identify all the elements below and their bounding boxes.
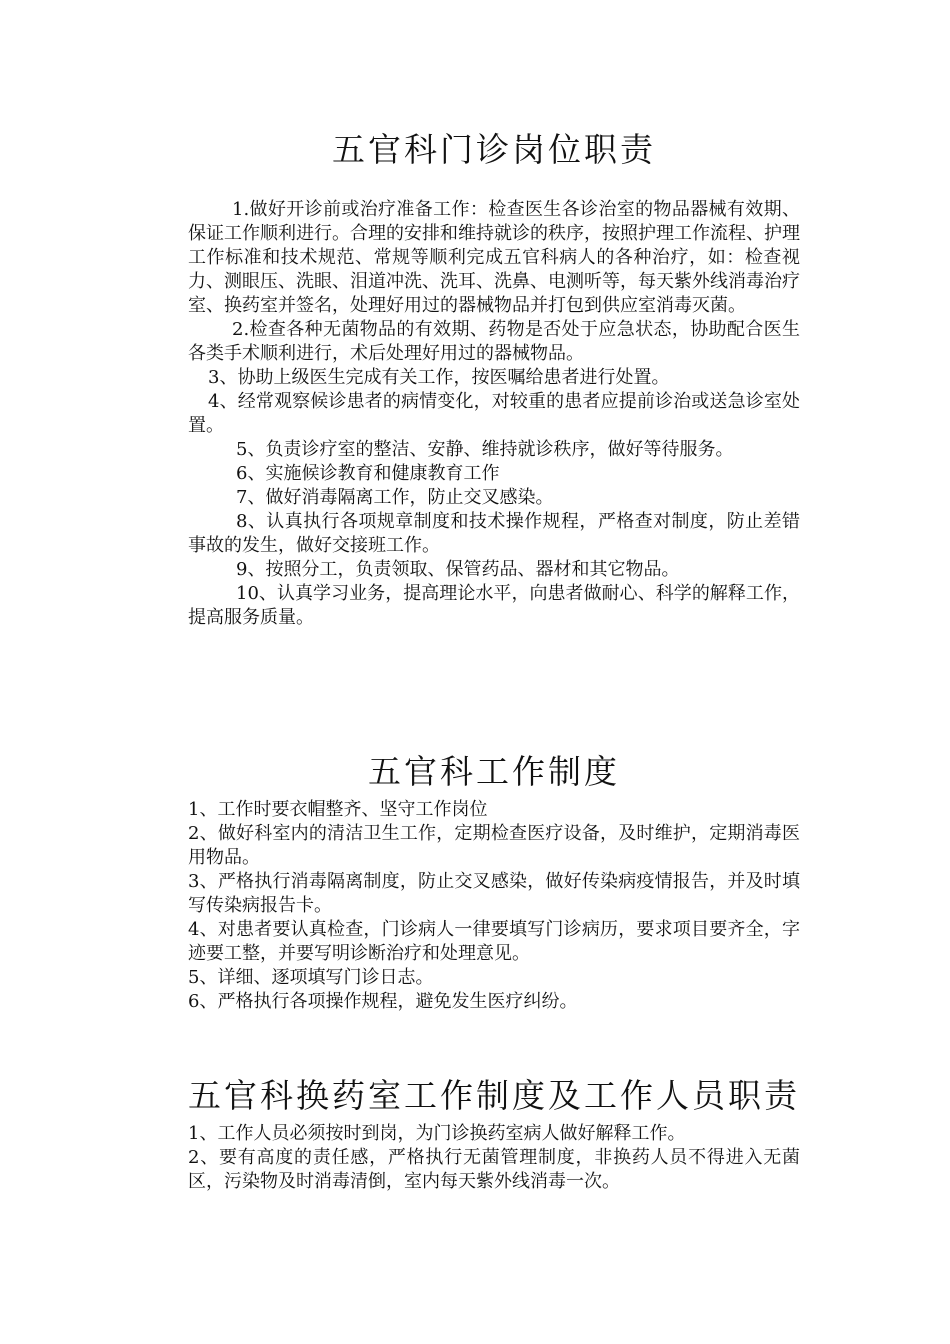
paragraph: 1、工作时要衣帽整齐、坚守工作岗位 bbox=[188, 799, 488, 820]
paragraph: 10、认真学习业务，提高理论水平，向患者做耐心、科学的解释工作，提高服务质量。 bbox=[188, 583, 800, 628]
section-outpatient-duties bbox=[188, 130, 800, 630]
paragraph: 3、严格执行消毒隔离制度，防止交叉感染，做好传染病疫情报告，并及时填写传染病报告卡。 bbox=[188, 871, 800, 916]
paragraph: 4、对患者要认真检查，门诊病人一律要填写门诊病历，要求项目要齐全，字迹要工整，并要写明诊断治疗和处理意见。 bbox=[188, 919, 800, 964]
paragraph: 7、做好消毒隔离工作，防止交叉感染。 bbox=[236, 487, 554, 508]
section-dressing-room-rules bbox=[188, 1076, 800, 1194]
section-body bbox=[188, 198, 800, 630]
section-title: 五官科工作制度 bbox=[368, 752, 620, 791]
paragraph: 9、按照分工，负责领取、保管药品、器材和其它物品。 bbox=[236, 559, 680, 580]
paragraph: 4、经常观察候诊患者的病情变化，对较重的患者应提前诊治或送急诊室处置。 bbox=[188, 391, 800, 436]
section-body bbox=[188, 798, 800, 1014]
section-title: 五官科门诊岗位职责 bbox=[332, 130, 656, 169]
section-title: 五官科换药室工作制度及工作人员职责 bbox=[188, 1076, 800, 1115]
paragraph: 3、协助上级医生完成有关工作，按医嘱给患者进行处置。 bbox=[208, 367, 670, 388]
paragraph: 6、实施候诊教育和健康教育工作 bbox=[236, 463, 500, 484]
section-body bbox=[188, 1122, 800, 1194]
paragraph: 6、严格执行各项操作规程，避免发生医疗纠纷。 bbox=[188, 991, 578, 1012]
paragraph: 2、要有高度的责任感，严格执行无菌管理制度，非换药人员不得进入无菌区，污染物及时消毒清倒，室内每天紫外线消毒一次。 bbox=[188, 1147, 800, 1192]
paragraph: 1、工作人员必须按时到岗，为门诊换药室病人做好解释工作。 bbox=[188, 1123, 686, 1144]
paragraph: 5、详细、逐项填写门诊日志。 bbox=[188, 967, 434, 988]
paragraph: 8、认真执行各项规章制度和技术操作规程，严格查对制度，防止差错事故的发生，做好交接班工作。 bbox=[188, 511, 800, 556]
section-work-rules bbox=[188, 752, 800, 1014]
paragraph: 1.做好开诊前或治疗准备工作：检查医生各诊治室的物品器械有效期、保证工作顺利进行。合理的安排和维持就诊的秩序，按照护理工作流程、护理工作标准和技术规范、常规等顺利完成五官科病人的各种治疗，如：检查视力、测眼压、洗眼、泪道冲洗、洗耳、洗鼻、电测听等，每天紫外线消毒治疗室、换药室并签名，处理好用过的器械物品并打包到供应室消毒灭菌。 bbox=[188, 199, 800, 316]
paragraph: 2、做好科室内的清洁卫生工作，定期检查医疗设备，及时维护，定期消毒医用物品。 bbox=[188, 823, 800, 868]
paragraph: 5、负责诊疗室的整洁、安静、维持就诊秩序，做好等待服务。 bbox=[236, 439, 734, 460]
paragraph: 2.检查各种无菌物品的有效期、药物是否处于应急状态，协助配合医生各类手术顺利进行，术后处理好用过的器械物品。 bbox=[188, 319, 800, 364]
